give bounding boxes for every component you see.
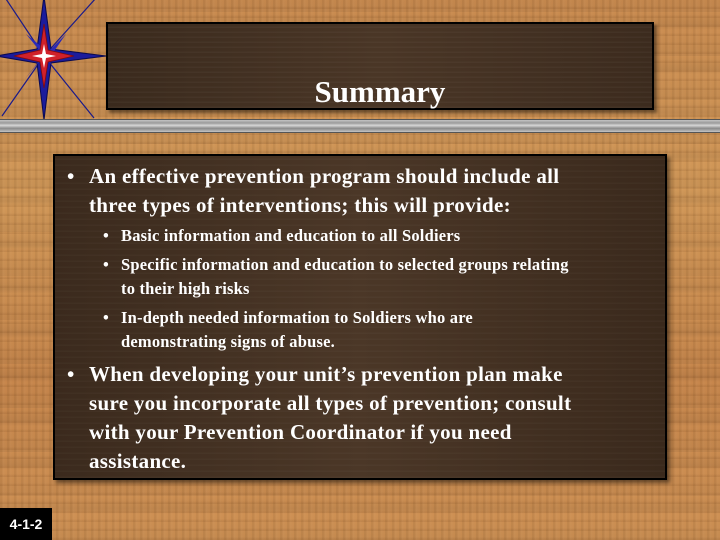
bullet-line: assistance. (89, 449, 187, 473)
slide-number-badge: 4-1-2 (0, 508, 52, 540)
sub-bullet-line: demonstrating signs of abuse. (121, 332, 335, 351)
sub-bullet-line: to their high risks (121, 279, 250, 298)
bullet-line: three types of interventions; this will provide: (89, 193, 511, 217)
content-panel (53, 154, 667, 480)
sub-bullet-line: In-depth needed information to Soldiers who are (121, 308, 473, 327)
bullet-dot-icon: • (67, 362, 75, 386)
bullet-line: An effective prevention program should include all (89, 164, 560, 188)
page-title: Summary (314, 74, 446, 109)
list-item (89, 162, 559, 220)
list-item (121, 253, 569, 301)
list-item (89, 360, 571, 476)
list-item (121, 306, 473, 354)
bullet-dot-icon: • (103, 308, 109, 327)
title-panel (106, 22, 654, 110)
bullet-dot-icon: • (67, 164, 75, 188)
list-item (121, 224, 460, 248)
compass-star-icon (0, 0, 108, 122)
bullet-dot-icon: • (103, 226, 109, 245)
sub-bullet-line: Specific information and education to selected groups relating (121, 255, 569, 274)
bullet-line: When developing your unit’s prevention plan make (89, 362, 563, 386)
divider-rule (0, 119, 720, 133)
sub-bullet-line: Basic information and education to all Soldiers (121, 226, 461, 245)
bullet-dot-icon: • (103, 255, 109, 274)
bullet-line: with your Prevention Coordinator if you need (89, 420, 512, 444)
bullet-line: sure you incorporate all types of prevention; consult (89, 391, 572, 415)
